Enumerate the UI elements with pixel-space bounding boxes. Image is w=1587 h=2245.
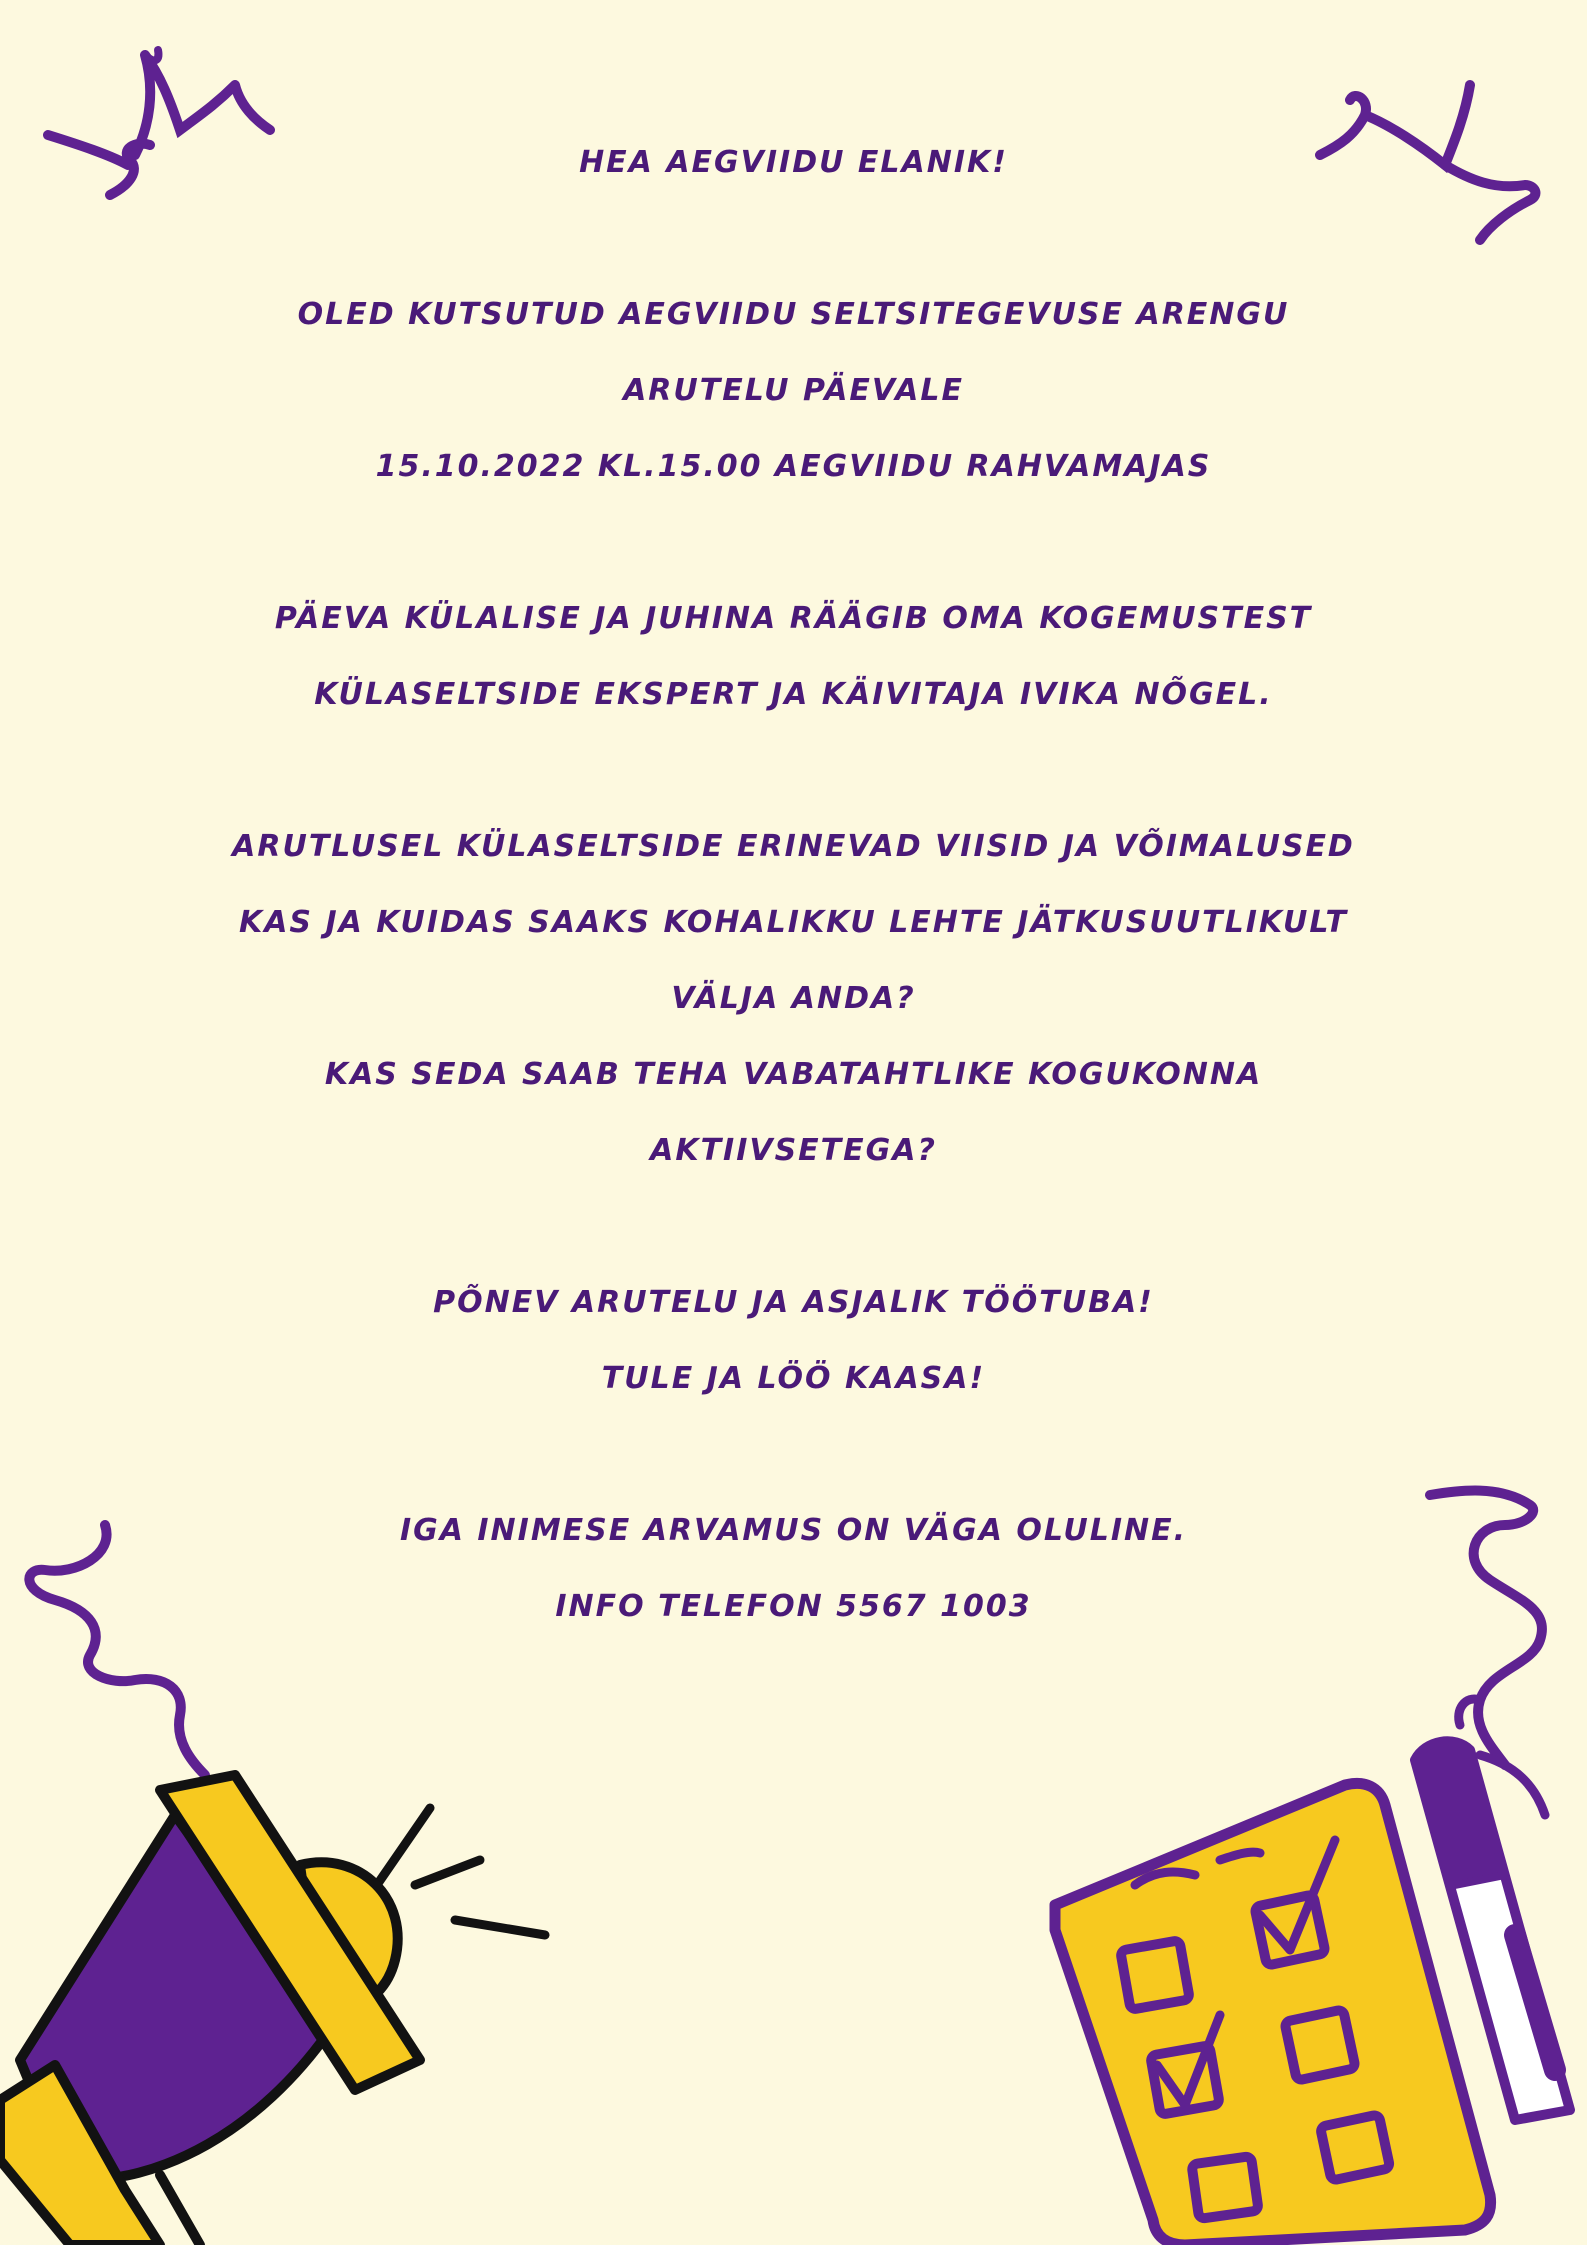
poster-text	[0, 125, 1587, 1645]
guest-line-2: KÜLASELTSIDE EKSPERT JA KÄIVITAJA IVIKA NÕGEL.	[314, 677, 1273, 712]
megaphone-icon	[0, 1730, 560, 2245]
discussion-line-2: KAS JA KUIDAS SAAKS KOHALIKKU LEHTE JÄTKUSUUTLIKULT	[238, 905, 1349, 940]
discussion-line-1: ARUTLUSEL KÜLASELTSIDE ERINEVAD VIISID JA VÕIMALUSED	[232, 829, 1355, 864]
greeting: HEA AEGVIIDU ELANIK!	[579, 145, 1008, 180]
invitation-line-2: ARUTELU PÄEVALE	[623, 373, 964, 408]
footer-line-1: IGA INIMESE ARVAMUS ON VÄGA OLULINE.	[399, 1513, 1188, 1548]
discussion-line-5: AKTIIVSETEGA?	[650, 1133, 937, 1168]
cta-line-1: PÕNEV ARUTELU JA ASJALIK TÖÖTUBA!	[433, 1285, 1154, 1320]
discussion-line-4: KAS SEDA SAAB TEHA VABATAHTLIKE KOGUKONNA	[324, 1057, 1263, 1092]
footer-line-2: INFO TELEFON 5567 1003	[555, 1589, 1032, 1624]
invitation-line-3: 15.10.2022 KL.15.00 AEGVIIDU RAHVAMAJAS	[375, 449, 1212, 484]
cta-line-2: TULE JA LÖÖ KAASA!	[601, 1361, 986, 1396]
invitation-line-1: OLED KUTSUTUD AEGVIIDU SELTSITEGEVUSE ARENGU	[297, 297, 1290, 332]
guest-line-1: PÄEVA KÜLALISE JA JUHINA RÄÄGIB OMA KOGEMUSTEST	[274, 601, 1313, 636]
discussion-line-3: VÄLJA ANDA?	[671, 981, 916, 1016]
checklist-clipboard-icon	[1045, 1775, 1535, 2245]
